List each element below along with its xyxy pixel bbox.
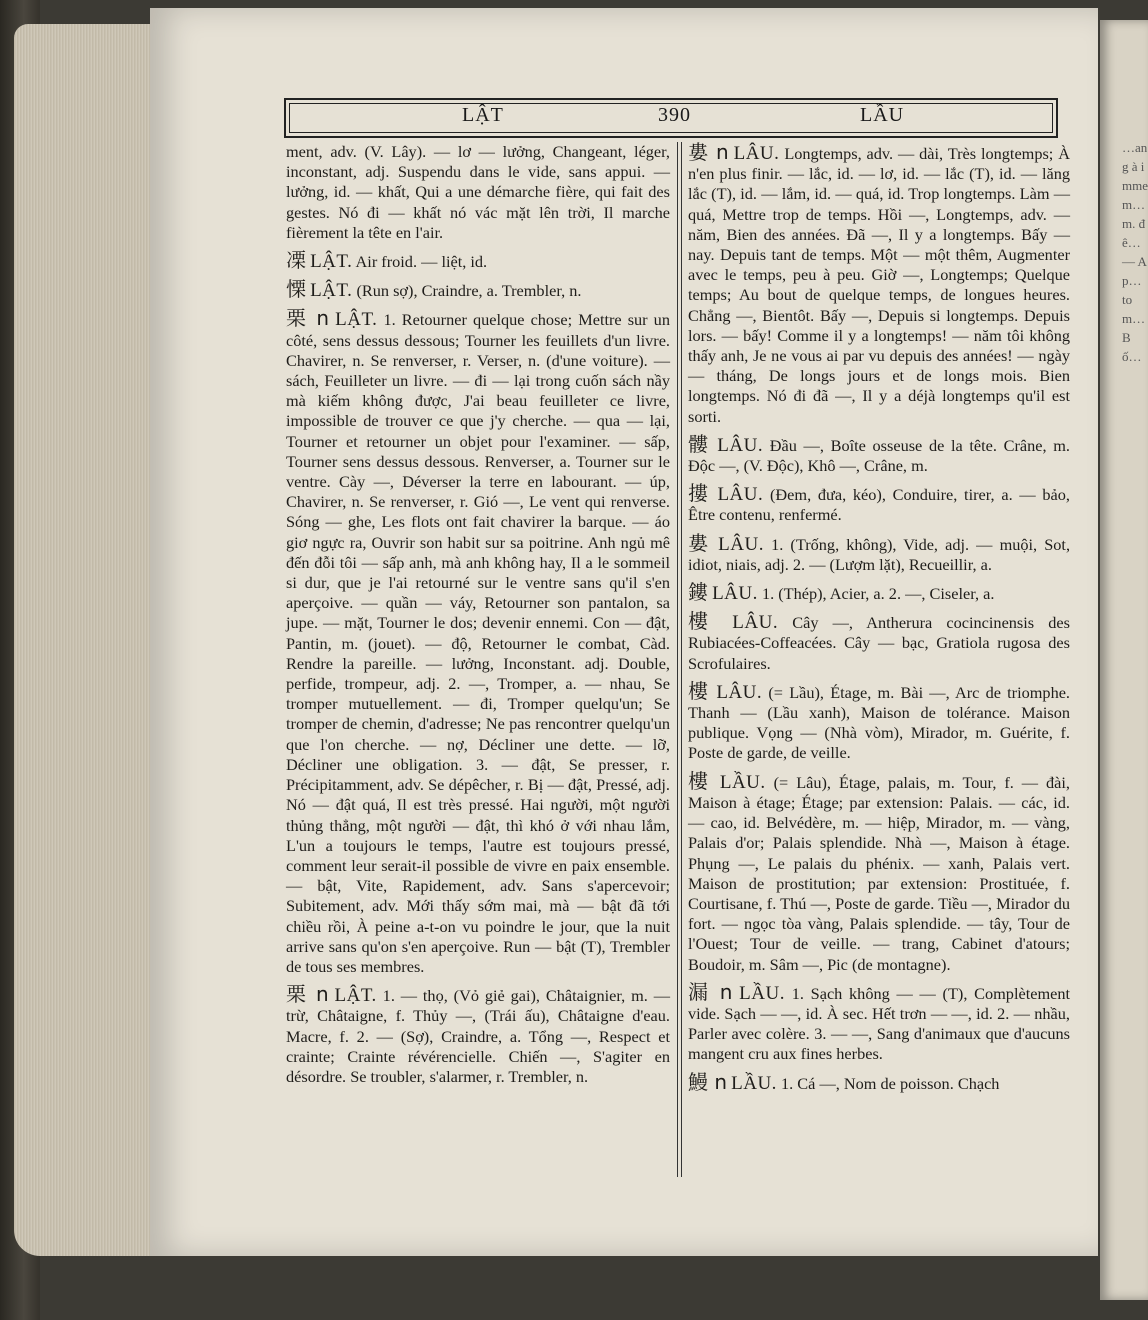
entry-body: (= Lâu), Étage, palais, m. Tour, f. — đài, Maison à étage; Étage; par extension: Palais. — các, id. — cao, id. Belvédère, m. — hiệp, Mirador, m. — vàng, Palais d'or; Palais splendide. Nhà —, Maison à étage. Phụng —, Le palais du phénix. — xanh, Palais vert. Maison de prostitution; par extension: Prostituée, f. Courtisane, f. Thú —, Poste de garde. Tiều —, Mirador du fort. — ngọc tòa vàng, Palais splendide. — tây, Tour de l'Ouest; Tour de veille. — trang, Cabinet d'atours; Boudoir, m. Sâm —, Pic (de montagne). xyxy=(688,772,1070,974)
han-character: 婁 n xyxy=(688,140,729,164)
dictionary-entry xyxy=(688,142,1070,427)
entry-headword: LẦU. xyxy=(731,1072,777,1094)
dictionary-entry xyxy=(688,768,1070,975)
dictionary-entry xyxy=(688,483,1070,525)
dictionary-entry xyxy=(688,611,1070,674)
dictionary-entry xyxy=(286,279,670,301)
right-headword: LẦU xyxy=(860,104,905,126)
dictionary-entry xyxy=(688,530,1071,575)
dictionary-entry xyxy=(688,582,1070,604)
entry-headword: LẦU. xyxy=(739,982,785,1004)
entry-body: 1. Retourner quelque chose; Mettre sur un côté, sens dessus dessous; Tourner les feuillets d'un livre. Chavirer, n. Se renverser, r. Verser, n. (d'une voiture). — sách, Feuilleter un livre. — đi — lại trong cuốn sách nầy mà kiếm không được, J'ai beau feuilleter ce livre, impossible de trouver ce que j'y cherche. — qua — lại, Tourner et retourner un objet pour l'examiner. — sấp, Tourner sens dessus dessous. Renverser, a. Tourner sur le ventre. Cày —, Déverser la terre en labourant. — úp, Chavirer, n. Se renverser, r. Gió —, Le vent qui renverse. Sóng — ghe, Les flots ont fait chavirer la barque. — áo giơ ngực ra, Ouvrir son habit sur sa poitrine. Anh ngủ mê đến đỗi tôi — sấp anh, mà anh không hay, Il a le sommeil si dur, que je l'ai retourné sur le ventre sans qu'il s'en aperçoive. — quần — váy, Retourner son pantalon, sa jupe. — mặt, Tourner le dos; devenir ennemi. Con — đật, Pantin, m. (jouet). — độ, Retourner le combat, Càd. Rendre la pareille. — lưởng, Inconstant. adj. Double, perfide, trompeur, adj. 2. —, Tromper, a. — nhau, Se tromper mutuellement. — đi, Tromper quelqu'un; Se tromper de chemin, d'adresse; Ne pas rencontrer quelqu'un que l'on cherche. — nợ, Décliner une dette. — lỡ, Décliner une obligation. 3. — đật, Se presser, r. Précipitamment, adv. Se dépêcher, r. Bị — đật, Pressé, adj. Nó — đật quá, Il est très pressé. Hai người, một người thủng thẳng, một người — đật, thì khó ở với nhau lắm, L'un a toujours le temps, l'autre est toujours pressé, comment leur serait-il possible de vivre en paix ensemble. — bật, Vite, Rapidement, adv. Sans s'apercevoir; Subitement, adv. Mới thấy sớm mai, mà — bật đã tới chiều rồi, À peine a-t-on vu poindre le jour, que la nuit arrive sans qu'on s'en aperçoive. Run — bật (T), Trembler de tous ses membres. xyxy=(286,310,670,976)
han-character: 樓 xyxy=(688,768,712,793)
entry-body: 1. — thọ, (Vỏ giẻ gai), Châtaignier, m. — trừ, Châtaigne, f. Thủy —, (Trái ấu), Châtaigne d'eau. Macre, f. 2. — (Sợ), Craindre, a. Tổng —, Respect et crainte; Crainte révérencielle. Chiến —, S'agiter en désordre. Se troubler, s'alarmer, r. Trembler, n. xyxy=(286,986,670,1086)
entry-body: Air froid. — liệt, id. xyxy=(355,252,488,272)
han-character: 鰻 n xyxy=(688,1069,728,1094)
dictionary-entry xyxy=(688,1069,1070,1094)
page-header xyxy=(284,98,1058,138)
entry-body: ment, adv. (V. Lây). — lơ — lưởng, Changeant, léger, inconstant, adj. Suspendu dans le vide, sans appui. — lưởng, id. — khất, Qui a une démarche fière, qui fait des gestes. Nó đi — khất nó vác mặt lên trời, Il marche fièrement la tête en l'air. xyxy=(286,142,670,242)
han-character: 樓 xyxy=(688,678,711,703)
entry-headword: LÂU. xyxy=(716,681,763,703)
entry-headword: LÂU. xyxy=(733,143,780,164)
han-character: 摟 xyxy=(688,481,711,506)
right-column xyxy=(688,142,1070,1101)
han-character: 栗 n xyxy=(286,982,329,1007)
entry-headword: LÂU. xyxy=(717,434,764,456)
han-character: 凓 xyxy=(286,248,306,273)
entry-headword: LẦU. xyxy=(719,771,766,793)
entry-body: 1. (Thép), Acier, a. 2. —, Ciseler, a. xyxy=(761,584,995,604)
han-character: 髏 xyxy=(688,431,711,456)
dictionary-entry xyxy=(286,308,670,977)
dictionary-entry xyxy=(286,250,670,272)
next-page-edge xyxy=(1100,20,1148,1300)
entry-body: 1. Sạch không — — (T), Complètement vide. Sạch — —, id. À sec. Hết trơn — —, id. 2. — nhầu, Parler avec colère. 3. — —, Sang d'animaux que d'aucuns mangent cru aux fines herbes. xyxy=(688,983,1070,1064)
entry-headword: LÂU. xyxy=(718,533,764,555)
entry-body: Longtemps, adv. — dài, Très longtemps; À n'en plus finir. — lắc, id. — lơ, id. — lắc (T), id. — lăng lắc (T), id. — lắm, id. — quá, id. Trop longtemps. Làm — quá, Mettre trop de temps. Hồi —, Longtemps, adv. — năm, Bien des années. Đã —, Il y a longtemps. Bấy — nay. Depuis tant de temps. Một — một thêm, Augmenter avec le temps, peu à peu. Giờ —, Longtemps; Quelque temps; Au bout de quelque temps, de longues heures. Chẳng —, Bientôt. Bấy —, Depuis si longtemps. Depuis lors. — bấy! Comme il y a longtemps! — năm tôi không thấy anh, Je ne vous ai par vu depuis des années! — ngày — tháng, De longs jours et de longs mois. Bien longtemps. Nó đi đã —, Il y a déjà longtemps qu'il est sorti. xyxy=(688,144,1070,426)
entry-body: 1. Cá —, Nom de poisson. Chạch xyxy=(781,1073,1000,1093)
entry-body: Cây —, Antherura cocincinensis des Rubiacées-Coffeacées. Cây — bạc, Gratiola rugosa des Scrofulaires. xyxy=(688,613,1070,673)
entry-headword: LẬT. xyxy=(335,309,378,331)
column-divider xyxy=(677,142,682,1177)
left-column xyxy=(286,142,670,1094)
entry-body: (Đem, đưa, kéo), Conduire, tirer, a. — bảo, Être contenu, renfermé. xyxy=(688,485,1070,525)
dictionary-entry xyxy=(688,979,1070,1065)
han-character: 漏 n xyxy=(688,979,733,1004)
dictionary-entry xyxy=(688,431,1070,476)
entry-headword: LÂU. xyxy=(717,484,764,506)
dictionary-entry xyxy=(286,984,670,1087)
entry-headword: LẬT. xyxy=(310,280,353,302)
entry-headword: LẬT. xyxy=(334,985,377,1007)
han-character: 栗 n xyxy=(286,306,330,331)
entry-headword: LÂU. xyxy=(712,583,758,605)
han-character: 鏤 xyxy=(688,580,708,605)
left-headword: LẬT xyxy=(462,104,504,126)
han-character: 慄 xyxy=(286,277,306,302)
entry-body: (Run sợ), Craindre, a. Trembler, n. xyxy=(356,281,582,301)
dictionary-entry xyxy=(286,142,670,243)
han-character: 樓 xyxy=(688,609,719,634)
entry-body: 1. (Trống, không), Vide, adj. — muội, Sot, idiot, niais, adj. 2. — (Lượm lặt), Recueillir, a. xyxy=(688,534,1071,574)
han-character: 婁 xyxy=(688,530,712,555)
page-stack-edge xyxy=(14,24,164,1256)
dictionary-entry xyxy=(688,678,1071,764)
entry-headword: LẬT. xyxy=(310,251,353,273)
entry-body: (= Lầu), Étage, m. Bài —, Arc de triomphe. Thanh — (Lầu xanh), Maison de tolérance. Maison publique. Vọng — (Nhà vòm), Mirador, m. Guérite, f. Poste de garde, de veille. xyxy=(688,682,1071,763)
page-number: 390 xyxy=(658,104,691,126)
entry-headword: LÂU. xyxy=(732,612,779,634)
entry-body: Đầu —, Boîte osseuse de la tête. Crâne, m. Độc —, (V. Độc), Khô —, Crâne, m. xyxy=(688,435,1070,476)
next-page-fragment: …ang à immem… m. đê… — Ap… tom… Bố… xyxy=(1122,140,1148,364)
